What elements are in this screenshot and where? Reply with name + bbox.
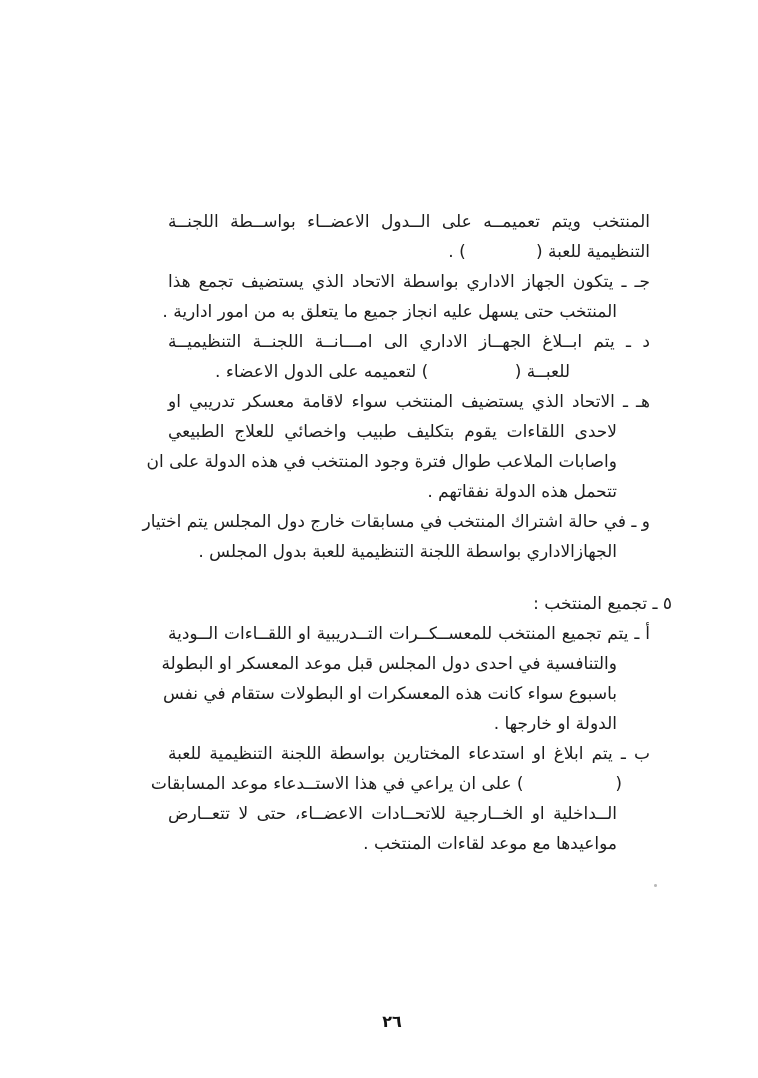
- text-line: أ ـ يتم تجميع المنتخب للمعســكــرات التــدريبية او اللقــاءات الــودية: [168, 624, 650, 644]
- text-line: جـ ـ يتكون الجهاز الاداري بواسطة الاتحاد الذي يستضيف تجمع هذا: [168, 272, 650, 292]
- text-line: د ـ يتم ابــلاغ الجهــاز الاداري الى امـــانــة اللجنــة التنظيميــة: [168, 332, 650, 352]
- text-line: ( ) على ان يراعي في هذا الاستــدعاء موعد المسابقات: [150, 774, 622, 794]
- text-line: الــداخلية او الخــارجية للاتحــادات الاعضــاء، حتى لا تتعــارض: [168, 804, 617, 824]
- text-line: لاحدى اللقاءات يقوم بتكليف طبيب واخصائي للعلاج الطبيعي: [168, 422, 617, 442]
- text-line: المنتخب ويتم تعميمــه على الــدول الاعضــاء بواســطة اللجنــة: [168, 212, 650, 232]
- text-line: التنظيمية للعبة ( ) .: [448, 242, 650, 262]
- text-line: المنتخب حتى يسهل عليه انجاز جميع ما يتعلق به من امور ادارية .: [162, 302, 617, 322]
- text-line: هـ ـ الاتحاد الذي يستضيف المنتخب سواء لاقامة معسكر تدريبي او: [168, 392, 650, 412]
- scan-speck-artifact: [654, 884, 657, 887]
- text-line: مواعيدها مع موعد لقاءات المنتخب .: [363, 834, 617, 854]
- text-line: ٥ ـ تجميع المنتخب :: [533, 594, 672, 614]
- text-line: للعبــة ( ) لتعميمه على الدول الاعضاء .: [215, 362, 570, 382]
- text-line: والتنافسية في احدى دول المجلس قبل موعد المعسكر او البطولة: [161, 654, 617, 674]
- text-line: الدولة او خارجها .: [493, 714, 617, 734]
- text-line: باسبوع سواء كانت هذه المعسكرات او البطولات ستقام في نفس: [162, 684, 617, 704]
- text-line: واصابات الملاعب طوال فترة وجود المنتخب في هذه الدولة على ان: [146, 452, 617, 472]
- page-number: ٢٦: [382, 1012, 402, 1031]
- text-line: و ـ في حالة اشتراك المنتخب في مسابقات خارج دول المجلس يتم اختيار: [142, 512, 650, 532]
- text-line: تتحمل هذه الدولة نفقاتهم .: [427, 482, 617, 502]
- text-line: ب ـ يتم ابلاغ او استدعاء المختارين بواسطة اللجنة التنظيمية للعبة: [168, 744, 650, 764]
- text-line: الجهازالاداري بواسطة اللجنة التنظيمية للعبة بدول المجلس .: [198, 542, 617, 562]
- text-block: [142, 207, 672, 859]
